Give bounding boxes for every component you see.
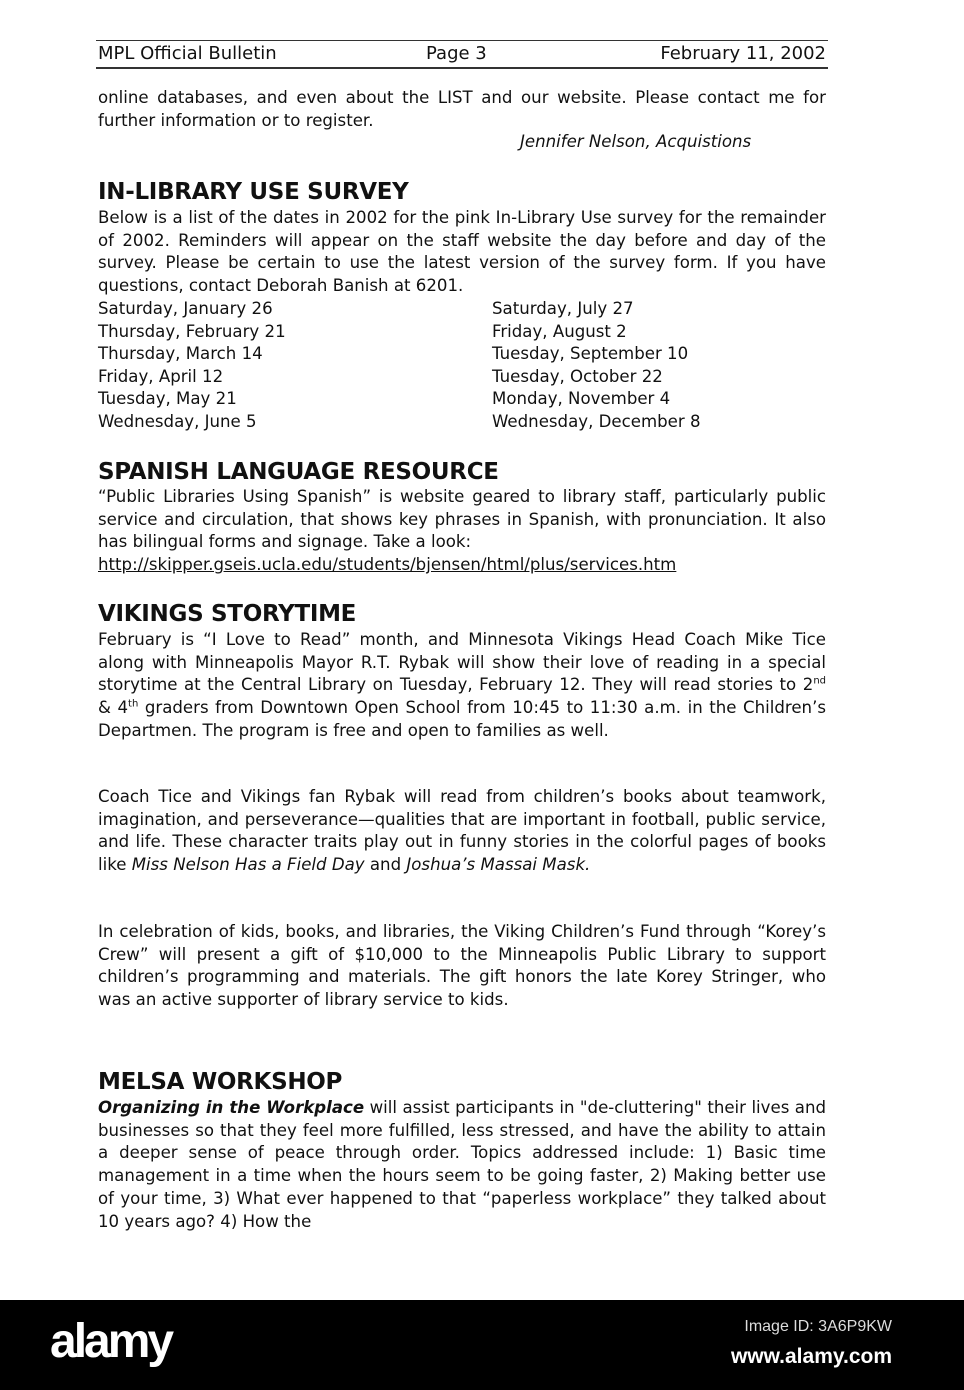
spanish-heading: SPANISH LANGUAGE RESOURCE <box>98 459 499 485</box>
text: and <box>364 855 407 875</box>
vikings-paragraph-2 <box>98 786 826 877</box>
watermark-bar <box>0 1300 964 1390</box>
date-item: Tuesday, September 10 <box>492 344 689 363</box>
date-item: Monday, November 4 <box>492 389 671 408</box>
book-title: Miss Nelson Has a Field Day <box>131 855 365 875</box>
superscript: nd <box>813 675 826 687</box>
superscript: th <box>128 698 139 710</box>
vikings-paragraph-1 <box>98 629 826 743</box>
book-title: Joshua’s Massai Mask. <box>406 855 591 875</box>
vikings-paragraph-3: In celebration of kids, books, and libraries, the Viking Children’s Fund through “Korey’s Crew” will present a gift of $10,000 to the Minneapolis Public Library to support children’s programming and materials. The gift honors the late Korey Stringer, who was an active supporter of library service to kids. <box>98 922 826 1010</box>
page-number: Page 3 <box>426 43 487 64</box>
spanish-text: “Public Libraries Using Spanish” is website geared to library staff, particularly public service and circulation, that shows key phrases in Spanish, with pronunciation. It also has bilingual forms and signage. Take a look: <box>98 487 826 552</box>
image-id: Image ID: 3A6P9KW <box>744 1318 892 1335</box>
dates-left-column <box>98 298 286 433</box>
alamy-logo: alamy <box>50 1315 172 1368</box>
text: February is “I Love to Read” month, and Minnesota Vikings Head Coach Mike Tice along with Minneapolis Mayor R.T. Rybak will show their love of reading in a special storytime at the Central Library on Tuesday, February 12. They will read stories to 2 <box>98 630 826 695</box>
date-item: Wednesday, December 8 <box>492 411 701 431</box>
dates-right-column <box>492 298 701 433</box>
survey-heading: IN-LIBRARY USE SURVEY <box>98 179 409 205</box>
signature: Jennifer Nelson, Acquistions <box>520 132 752 151</box>
intro-paragraph: online databases, and even about the LIST and our website. Please contact me for further information or to register. <box>98 88 826 130</box>
spanish-paragraph <box>98 486 826 577</box>
date-item: Tuesday, October 22 <box>492 366 663 386</box>
date-item: Thursday, February 21 <box>98 321 286 341</box>
date-item: Friday, April 12 <box>98 366 224 386</box>
text: Coach Tice and Vikings fan Rybak will read from children’s books about teamwork, imagination, and perseverance—qualities that are important in football, public service, and life. These character traits play out in funny stories in the colorful pages of books like <box>98 787 826 875</box>
date-item: Wednesday, June 5 <box>98 411 257 431</box>
page-header <box>96 40 828 69</box>
text: graders from Downtown Open School from 10:45 to 11:30 a.m. in the Children’s Departmen. The program is free and open to families as well. <box>98 698 826 740</box>
text: will assist participants in "de-cluttering" their lives and businesses so that they feel more fulfilled, less stressed, and have the ability to attain a deeper sense of peace through order. Topics addressed include: 1) Basic time management in a time when the hours seem to be going faster, 2) Making better use of your time, 3) What ever happened to that “paperless workplace” they talked about 10 years ago? 4) How the <box>98 1098 827 1231</box>
survey-paragraph: Below is a list of the dates in 2002 for the pink In-Library Use survey for the remainder of 2002. Reminders will appear on the staff website the day before and day of the survey. Please be certain to use the latest version of the survey form. If you have questions, contact Deborah Banish at 6201. <box>98 208 826 296</box>
vikings-heading: VIKINGS STORYTIME <box>98 601 357 627</box>
melsa-heading: MELSA WORKSHOP <box>98 1069 343 1095</box>
date-item: Thursday, March 14 <box>98 344 263 363</box>
watermark-site: www.alamy.com <box>730 1345 892 1368</box>
text: & 4 <box>98 698 129 718</box>
melsa-paragraph <box>98 1097 826 1233</box>
spanish-link[interactable]: http://skipper.gseis.ucla.edu/students/bjensen/html/plus/services.htm <box>98 555 677 575</box>
date-item: Tuesday, May 21 <box>98 389 237 408</box>
workshop-title: Organizing in the Workplace <box>98 1098 365 1117</box>
date-item: Friday, August 2 <box>492 321 627 341</box>
date-item: Saturday, January 26 <box>98 299 273 318</box>
date-item: Saturday, July 27 <box>492 299 634 318</box>
bulletin-date: February 11, 2002 <box>660 43 826 64</box>
bulletin-title: MPL Official Bulletin <box>98 43 277 64</box>
